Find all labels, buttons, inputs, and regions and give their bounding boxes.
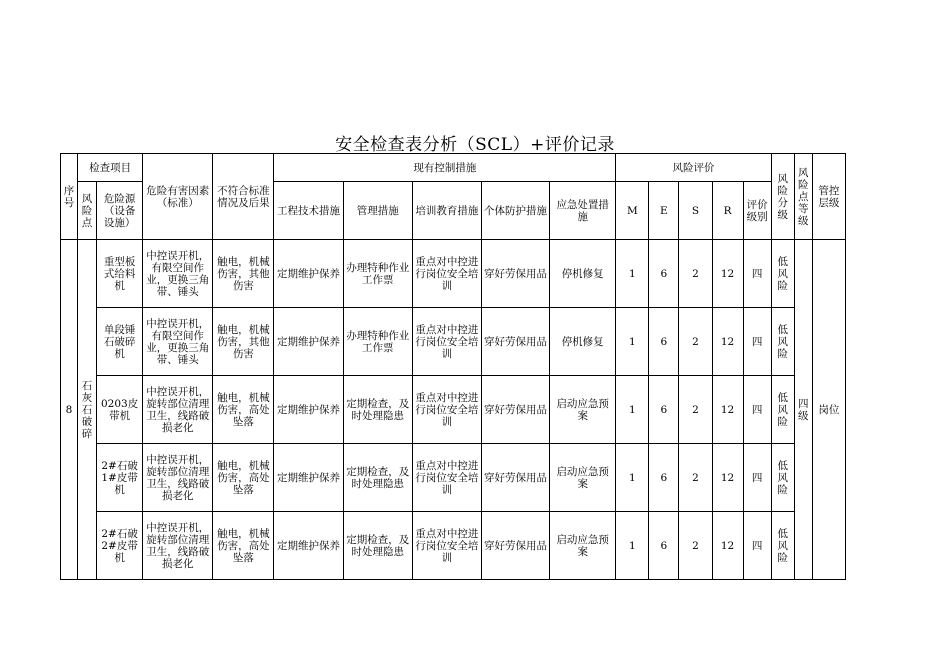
- header-check-item: 检查项目: [78, 154, 143, 182]
- cell-harmful-factor: 中控误开机，有限空间作业，更换三角带、锤头: [143, 240, 213, 308]
- cell-management: 定期检查，及时处理隐患: [343, 444, 412, 512]
- cell-risk-grade: 低风险: [771, 512, 794, 580]
- header-m: M: [616, 182, 649, 240]
- header-training: 培训教育措施: [412, 182, 481, 240]
- cell-ppe: 穿好劳保用品: [481, 240, 549, 308]
- header-emergency: 应急处置措施: [550, 182, 616, 240]
- cell-harmful-factor: 中控误开机，有限空间作业，更换三角带、锤头: [143, 308, 213, 376]
- cell-eval-level: 四: [743, 240, 771, 308]
- cell-eng-tech: 定期维护保养: [274, 444, 343, 512]
- cell-m: 1: [616, 308, 649, 376]
- cell-emergency: 停机修复: [550, 308, 616, 376]
- cell-management: 办理特种作业工作票: [343, 240, 412, 308]
- header-seq: 序号: [61, 154, 78, 240]
- cell-r: 12: [712, 376, 743, 444]
- header-harmful-factor: 危险有害因素（标准）: [143, 154, 213, 240]
- cell-hazard-source: 2#石破1#皮带机: [97, 444, 143, 512]
- cell-hazard-source: 2#石破2#皮带机: [97, 512, 143, 580]
- cell-harmful-factor: 中控误开机，旋转部位清理卫生，线路破损老化: [143, 376, 213, 444]
- header-ppe: 个体防护措施: [481, 182, 549, 240]
- cell-eval-level: 四: [743, 512, 771, 580]
- cell-ppe: 穿好劳保用品: [481, 376, 549, 444]
- cell-eval-level: 四: [743, 444, 771, 512]
- cell-risk-grade: 低风险: [771, 444, 794, 512]
- cell-training: 重点对中控进行岗位安全培训: [412, 240, 481, 308]
- header-point-grade: 风险点等级: [794, 154, 812, 240]
- cell-risk-grade: 低风险: [771, 240, 794, 308]
- cell-management: 办理特种作业工作票: [343, 308, 412, 376]
- header-eng-tech: 工程技术措施: [274, 182, 343, 240]
- cell-harmful-factor: 中控误开机，旋转部位清理卫生，线路破损老化: [143, 512, 213, 580]
- cell-ppe: 穿好劳保用品: [481, 444, 549, 512]
- header-risk-point: 风险点: [78, 182, 97, 240]
- cell-eng-tech: 定期维护保养: [274, 376, 343, 444]
- header-hazard-source: 危险源（设备设施）: [97, 182, 143, 240]
- cell-hazard-source: 单段锤石破碎机: [97, 308, 143, 376]
- header-risk-eval: 风险评价: [616, 154, 771, 182]
- header-s: S: [679, 182, 712, 240]
- header-e: E: [649, 182, 679, 240]
- cell-nonconform: 触电，机械伤害，高处坠落: [213, 444, 274, 512]
- cell-emergency: 停机修复: [550, 240, 616, 308]
- cell-emergency: 启动应急预案: [550, 376, 616, 444]
- cell-nonconform: 触电，机械伤害，其他伤害: [213, 240, 274, 308]
- cell-emergency: 启动应急预案: [550, 444, 616, 512]
- cell-training: 重点对中控进行岗位安全培训: [412, 512, 481, 580]
- cell-hazard-source: 重型板式给料机: [97, 240, 143, 308]
- cell-nonconform: 触电，机械伤害，其他伤害: [213, 308, 274, 376]
- cell-m: 1: [616, 512, 649, 580]
- cell-r: 12: [712, 308, 743, 376]
- cell-risk-grade: 低风险: [771, 376, 794, 444]
- cell-management: 定期检查，及时处理隐患: [343, 512, 412, 580]
- cell-m: 1: [616, 376, 649, 444]
- header-risk-grade: 风险分级: [771, 154, 794, 240]
- document-title: 安全检查表分析（SCL）+评价记录: [335, 135, 615, 155]
- cell-eng-tech: 定期维护保养: [274, 308, 343, 376]
- cell-e: 6: [649, 376, 679, 444]
- table-row: [61, 376, 846, 444]
- header-row-1: [61, 154, 846, 182]
- group-seq: 8: [61, 240, 78, 580]
- cell-training: 重点对中控进行岗位安全培训: [412, 444, 481, 512]
- cell-emergency: 启动应急预案: [550, 512, 616, 580]
- cell-e: 6: [649, 512, 679, 580]
- table-row: [61, 512, 846, 580]
- header-control-level: 管控层级: [812, 154, 845, 240]
- cell-ppe: 穿好劳保用品: [481, 512, 549, 580]
- cell-eng-tech: 定期维护保养: [274, 512, 343, 580]
- header-nonconform: 不符合标准情况及后果: [213, 154, 274, 240]
- cell-r: 12: [712, 512, 743, 580]
- cell-s: 2: [679, 240, 712, 308]
- cell-m: 1: [616, 444, 649, 512]
- cell-m: 1: [616, 240, 649, 308]
- header-controls: 现有控制措施: [274, 154, 616, 182]
- cell-nonconform: 触电，机械伤害，高处坠落: [213, 376, 274, 444]
- cell-harmful-factor: 中控误开机，旋转部位清理卫生，线路破损老化: [143, 444, 213, 512]
- group-point-grade: 四级: [794, 240, 812, 580]
- header-r: R: [712, 182, 743, 240]
- cell-training: 重点对中控进行岗位安全培训: [412, 308, 481, 376]
- scl-table: [60, 153, 846, 580]
- table-row: [61, 240, 846, 308]
- cell-eval-level: 四: [743, 376, 771, 444]
- cell-r: 12: [712, 240, 743, 308]
- header-eval-level: 评价级别: [743, 182, 771, 240]
- cell-eval-level: 四: [743, 308, 771, 376]
- cell-ppe: 穿好劳保用品: [481, 308, 549, 376]
- cell-training: 重点对中控进行岗位安全培训: [412, 376, 481, 444]
- cell-e: 6: [649, 240, 679, 308]
- cell-s: 2: [679, 376, 712, 444]
- cell-s: 2: [679, 308, 712, 376]
- cell-management: 定期检查，及时处理隐患: [343, 376, 412, 444]
- header-management: 管理措施: [343, 182, 412, 240]
- group-risk-point: 石灰石破碎: [78, 240, 97, 580]
- table-row: [61, 308, 846, 376]
- cell-s: 2: [679, 444, 712, 512]
- cell-e: 6: [649, 444, 679, 512]
- cell-s: 2: [679, 512, 712, 580]
- cell-eng-tech: 定期维护保养: [274, 240, 343, 308]
- group-control-level: 岗位: [812, 240, 845, 580]
- table-row: [61, 444, 846, 512]
- cell-risk-grade: 低风险: [771, 308, 794, 376]
- cell-hazard-source: 0203皮带机: [97, 376, 143, 444]
- cell-r: 12: [712, 444, 743, 512]
- cell-nonconform: 触电，机械伤害，高处坠落: [213, 512, 274, 580]
- cell-e: 6: [649, 308, 679, 376]
